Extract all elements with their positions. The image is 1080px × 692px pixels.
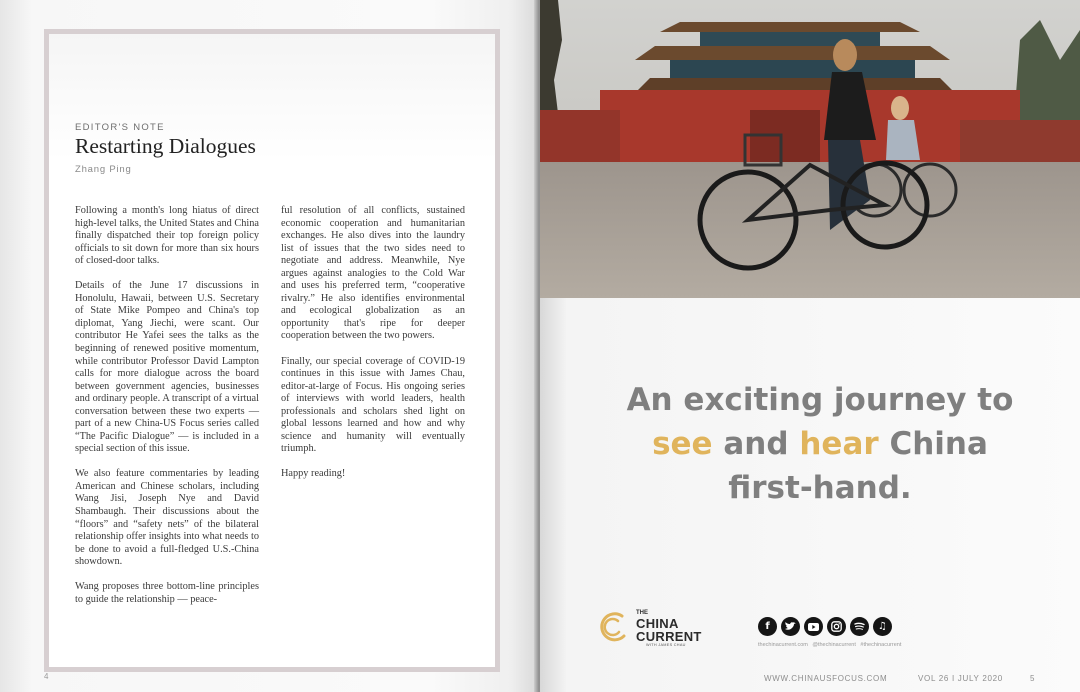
- page-number-left: 4: [44, 672, 49, 681]
- tagline-see: see: [652, 426, 713, 462]
- logo-china: CHINA: [636, 616, 679, 631]
- body-column-1: [75, 205, 259, 619]
- logo-mark-icon: [598, 610, 632, 644]
- social-handles: thechinacurrent.com @thechinacurrent #thechinacurrent: [758, 642, 902, 648]
- paragraph: ful resolution of all conflicts, sustained economic cooperation and humanitarian exchanges. He also dives into the laundry list of issues that the two sides need to negotiate and address. Meanwhile, Nye argues against analogies to the Cold War and uses his preferred term, “cooperative rivalry.” He also identifies environmental and ecological globalization as an opportunity that's ripe for deeper cooperation between the two powers.: [281, 205, 465, 342]
- paragraph: We also feature commentaries by leading American and Chinese scholars, including Wang Jisi, Joseph Nye and David Shambaugh. Their discussions about the “floors” and “safety nets” of the bilateral relationship offer insights into what needs to be done to avoid a full-fledged U.S.-China showdown.: [75, 468, 259, 568]
- tagline-line-3: first-hand.: [728, 470, 912, 506]
- china-current-logo[interactable]: [598, 606, 708, 648]
- article-author: Zhang Ping: [75, 164, 132, 175]
- page-number-right: 5: [1030, 674, 1035, 683]
- tagline-line-1: An exciting journey to: [626, 382, 1014, 418]
- music-icon[interactable]: ♫: [873, 617, 892, 636]
- paragraph: Finally, our special coverage of COVID-19 continues in this issue with James Chau, editor-at-large of Focus. His ongoing series of interviews with world leaders, health professionals and scholars shed light on global lessons learned and how and why science and humanity will eventually triumph.: [281, 355, 465, 455]
- article-title: Restarting Dialogues: [75, 134, 256, 158]
- paragraph: Details of the June 17 discussions in Honolulu, Hawaii, between U.S. Secretary of State Mike Pompeo and China's top diplomat, Yang Jiechi, were scant. Our contributor He Yafei sees the talks as the beginning of renewed positive momentum, while contributor Professor David Lampton calls for more dialogue across the board between government agencies, businesses and ordinary people. A transcript of a virtual conversation between these two experts — part of a new China-US Focus series called “The Pacific Dialogue” — is included in a special section of this issue.: [75, 280, 259, 455]
- tagline-china: China: [878, 426, 988, 462]
- paragraph: Following a month's long hiatus of direct high-level talks, the United States and China finally dispatched their top foreign policy officials to sit down for more than six hours of closed-door talks.: [75, 205, 259, 267]
- article-frame: [44, 29, 500, 672]
- logo-current: CURRENT: [636, 629, 702, 644]
- tagline-and: and: [712, 426, 800, 462]
- cyclists-photo: [540, 0, 1080, 298]
- right-page: [540, 0, 1080, 692]
- tagline-hear: hear: [799, 426, 879, 462]
- section-kicker: EDITOR'S NOTE: [75, 122, 165, 133]
- ad-tagline: [580, 378, 1060, 510]
- instagram-icon[interactable]: [827, 617, 846, 636]
- left-page: [0, 0, 538, 692]
- paragraph: Wang proposes three bottom-line principles to guide the relationship — peace-: [75, 581, 259, 605]
- footer-url[interactable]: WWW.CHINAUSFOCUS.COM: [764, 674, 888, 683]
- youtube-icon[interactable]: [804, 617, 823, 636]
- twitter-icon[interactable]: [781, 617, 800, 636]
- spotify-icon[interactable]: [850, 617, 869, 636]
- facebook-icon[interactable]: f: [758, 617, 777, 636]
- footer-volume: VOL 26 I JULY 2020: [918, 674, 1003, 683]
- logo-the: THE: [636, 610, 648, 616]
- paragraph: Happy reading!: [281, 468, 346, 480]
- social-icons: [758, 617, 892, 639]
- body-column-2: [281, 205, 465, 493]
- logo-subtitle: WITH JAMES CHAU: [646, 643, 686, 647]
